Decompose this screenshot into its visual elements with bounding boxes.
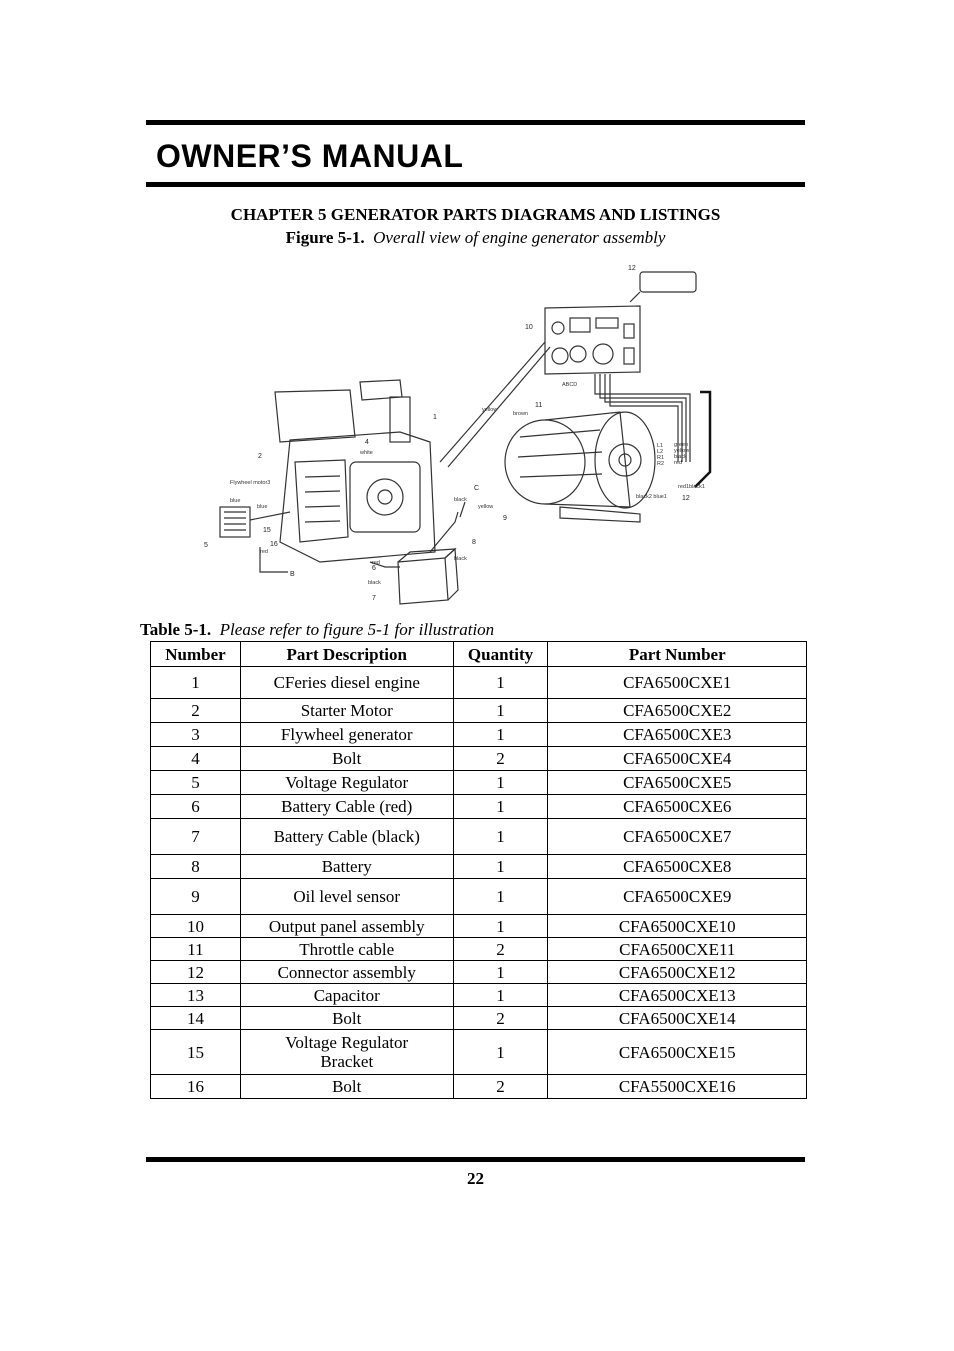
label-yellow-2: yellow [478,504,494,510]
cell-number: 11 [151,938,241,961]
callout-12: 12 [628,265,636,272]
table-row [151,961,807,984]
chapter-heading: CHAPTER 5 GENERATOR PARTS DIAGRAMS AND LISTINGS [230,205,721,224]
table-row [151,1030,807,1075]
cell-number: 15 [151,1030,241,1075]
cell-part-number: CFA6500CXE1 [548,667,807,699]
cell-number: 2 [151,699,241,723]
cell-part-number: CFA6500CXE10 [548,915,807,938]
cell-description: Bolt [240,1007,453,1030]
header-description: Part Description [240,642,453,667]
cell-number: 1 [151,667,241,699]
cell-description: Bolt [240,1075,453,1099]
cell-description: Battery [240,855,453,879]
cell-number: 7 [151,819,241,855]
figure-label: Figure 5-1. [285,228,365,247]
cell-description: Throttle cable [240,938,453,961]
table-caption-text: Please refer to figure 5-1 for illustration [219,620,495,639]
table-row [151,747,807,771]
cell-quantity: 1 [453,771,548,795]
cell-part-number: CFA6500CXE4 [548,747,807,771]
cell-description: Battery Cable (black) [240,819,453,855]
output-panel [545,306,640,374]
table-label: Table 5-1. [140,620,212,639]
header-quantity: Quantity [453,642,548,667]
header-part-number: Part Number [548,642,807,667]
table-row [151,771,807,795]
cell-description: Voltage Regulator Bracket [240,1030,453,1075]
callout-2: 2 [258,453,262,460]
cell-description: Bolt [240,747,453,771]
label-l1: L1 [657,443,664,449]
callout-11: 11 [535,402,543,409]
cell-quantity: 1 [453,879,548,915]
cell-quantity: 1 [453,961,548,984]
alternator [505,412,655,522]
callout-1: 1 [433,414,437,421]
cell-part-number: CFA6500CXE6 [548,795,807,819]
cell-number: 14 [151,1007,241,1030]
label-black-3: black [368,580,381,586]
label-black2-blue1: black2 blue1 [636,494,667,500]
cell-number: 12 [151,961,241,984]
voltage-regulator [220,507,290,537]
table-row [151,1007,807,1030]
cell-quantity: 1 [453,795,548,819]
cell-part-number: CFA6500CXE2 [548,699,807,723]
table-row [151,915,807,938]
callout-15: 15 [263,527,271,534]
callout-B: B [290,571,295,578]
cell-number: 4 [151,747,241,771]
table-row [151,855,807,879]
cell-number: 3 [151,723,241,747]
cell-quantity: 1 [453,723,548,747]
label-yellow: yellow [482,407,498,413]
cell-part-number: CFA6500CXE8 [548,855,807,879]
header-rule-top [146,120,805,125]
cell-quantity: 1 [453,667,548,699]
label-yellow-lead: yellow [674,448,690,454]
cell-quantity: 1 [453,855,548,879]
cell-description: Capacitor [240,984,453,1007]
callout-8: 8 [472,539,476,546]
label-black: black [454,497,467,503]
cell-number: 16 [151,1075,241,1099]
table-header-row [151,642,807,667]
engine-generator-diagram [200,262,716,612]
label-red-lead: red [674,460,682,466]
label-black-lead: black [674,454,687,460]
cell-quantity: 1 [453,1030,548,1075]
figure-caption [146,228,805,248]
table-row [151,667,807,699]
figure-caption-text: Overall view of engine generator assembly [373,228,666,247]
label-r1: R1 [657,455,665,461]
table-row [151,819,807,855]
callout-5: 5 [204,542,208,549]
header-number: Number [151,642,241,667]
label-green-lead: green [674,442,689,448]
cell-quantity: 1 [453,819,548,855]
cell-part-number: CFA6500CXE7 [548,819,807,855]
cell-quantity: 2 [453,747,548,771]
label-white: white [360,450,373,456]
callout-9: 9 [503,515,507,522]
table-row [151,723,807,747]
label-red-2: red [372,560,380,566]
diesel-engine [275,380,435,562]
table-row [151,1075,807,1099]
callout-C: C [474,485,480,492]
label-blue-2: blue [257,504,268,510]
cell-quantity: 1 [453,699,548,723]
table-row [151,879,807,915]
cell-number: 10 [151,915,241,938]
cell-description: Battery Cable (red) [240,795,453,819]
cell-number: 6 [151,795,241,819]
header-rule-bottom [146,182,805,187]
callout-7: 7 [372,595,376,602]
cell-part-number: CFA6500CXE11 [548,938,807,961]
callout-16: 16 [270,541,278,548]
footer-rule [146,1157,805,1162]
cell-quantity: 1 [453,915,548,938]
table-row [151,795,807,819]
label-abcd: ABCD [562,382,578,388]
parts-table [150,641,807,1099]
cell-part-number: CFA6500CXE13 [548,984,807,1007]
cell-quantity: 2 [453,938,548,961]
cell-description: CFeries diesel engine [240,667,453,699]
cell-quantity: 2 [453,1007,548,1030]
callout-10: 10 [525,324,533,331]
cell-description: Voltage Regulator [240,771,453,795]
label-red1-black1: red1black1 [678,484,705,490]
cell-description: Flywheel generator [240,723,453,747]
cell-part-number: CFA6500CXE5 [548,771,807,795]
table-caption [140,620,494,640]
cell-part-number: CFA6500CXE15 [548,1030,807,1075]
label-black-2: black [454,556,467,562]
label-flywheel-motor: Flywheel motor3 [230,480,271,486]
manual-title: OWNER’S MANUAL [156,138,464,174]
parts-table-body [151,667,807,1099]
cell-quantity: 2 [453,1075,548,1099]
label-r2: R2 [657,461,665,467]
callout-12-connector: 12 [682,495,690,502]
table-row [151,984,807,1007]
cell-quantity: 1 [453,984,548,1007]
cell-part-number: CFA6500CXE12 [548,961,807,984]
label-brown: brown [513,411,528,417]
label-red: red [260,549,268,555]
cell-number: 5 [151,771,241,795]
table-row [151,938,807,961]
cell-description: Output panel assembly [240,915,453,938]
wire-bundle [440,342,710,487]
cell-description: Oil level sensor [240,879,453,915]
callout-6: 6 [372,565,376,572]
cell-part-number: CFA6500CXE14 [548,1007,807,1030]
cell-part-number: CFA5500CXE16 [548,1075,807,1099]
label-blue: blue [230,498,241,504]
cell-part-number: CFA6500CXE9 [548,879,807,915]
battery [398,549,458,604]
callout-4: 4 [365,439,369,446]
cell-description: Starter Motor [240,699,453,723]
cell-number: 8 [151,855,241,879]
cell-number: 13 [151,984,241,1007]
cell-part-number: CFA6500CXE3 [548,723,807,747]
cell-number: 9 [151,879,241,915]
label-l2: L2 [657,449,664,455]
connector-box [630,272,696,302]
cell-description: Connector assembly [240,961,453,984]
table-row [151,699,807,723]
page-number: 22 [467,1169,484,1188]
